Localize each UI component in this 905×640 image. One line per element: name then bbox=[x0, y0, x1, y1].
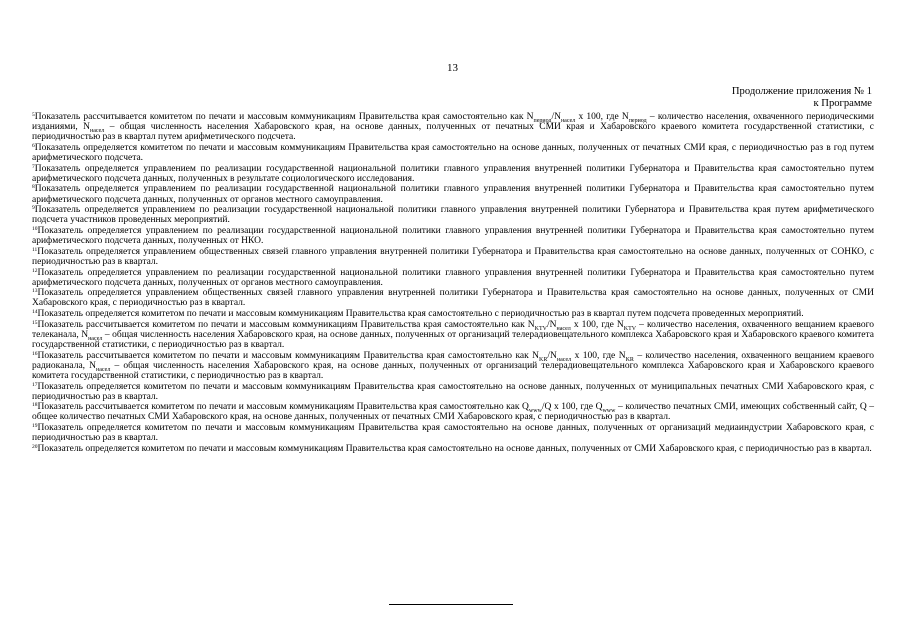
footnote-subscript: KR bbox=[539, 356, 548, 363]
footnote-text: – количество населения, охваченного периодическими изданиями, N bbox=[32, 112, 875, 133]
footnote-number: 20 bbox=[32, 443, 38, 450]
footnote-text: Показатель определяется управлением по реализации государственной национальной политики главного управления внутренней политики Губернатора и Правительства края путем арифметического подсчета участников проведенных мероприятий. bbox=[32, 205, 874, 226]
footnote-number: 18 bbox=[32, 402, 38, 409]
footnote bbox=[32, 143, 874, 163]
footnote-number: 13 bbox=[32, 288, 38, 295]
footnote-number: 14 bbox=[32, 309, 38, 316]
footnote-text: – общая численность населения Хабаровского края, на основе данных, полученных от печатных СМИ края и Хабаровского краевого комитета государственной статистики, с периодичностью раз в квартал путем арифметического подсчета. bbox=[32, 122, 874, 143]
footnote bbox=[32, 184, 874, 204]
footnote-text: /N bbox=[547, 350, 557, 361]
footnote-subscript: KTV bbox=[623, 325, 637, 332]
footnote bbox=[32, 288, 874, 308]
footnote-text: /Q x 100, где Q bbox=[541, 402, 603, 413]
footnote bbox=[32, 164, 874, 184]
footnote bbox=[32, 247, 874, 267]
footnote-text: Показатель рассчитывается комитетом по печати и массовым коммуникациям Правительства края самостоятельно как N bbox=[37, 319, 535, 330]
footnote-text: x 100, где N bbox=[575, 112, 629, 122]
footnote-number: 8 bbox=[32, 184, 35, 191]
footnotes-list bbox=[32, 112, 874, 455]
footnote-subscript: насел bbox=[90, 127, 105, 134]
footnote-number: 19 bbox=[32, 423, 38, 430]
footnote-number: 10 bbox=[32, 226, 38, 232]
footnote-text: Показатель определяется управлением общественных связей главного управления внутренней политики Губернатора и Правительства края самостоятельно на основе данных, полученных от СОНКО, с периодичностью раз в квартал. bbox=[32, 246, 874, 267]
footnote-subscript: насел bbox=[88, 335, 103, 342]
footnote-subscript: насел bbox=[96, 366, 111, 373]
footnote-text: x 100, где N bbox=[570, 319, 624, 330]
page-number: 13 bbox=[447, 62, 458, 74]
footnote bbox=[32, 382, 874, 402]
footnote-text: /N bbox=[551, 112, 561, 122]
appendix-program: к Программе bbox=[813, 98, 872, 110]
footnote bbox=[32, 444, 874, 454]
footnote-subscript: насел bbox=[556, 325, 571, 332]
footnote-subscript: насел bbox=[560, 117, 576, 124]
footnote-subscript: KTV bbox=[534, 325, 548, 332]
footnote bbox=[32, 423, 874, 443]
footnote-number: 12 bbox=[32, 267, 38, 274]
footnote-number: 6 bbox=[32, 142, 35, 149]
footnote-number: 11 bbox=[32, 246, 38, 253]
footnote-text: – количество населения, охваченного вещанием краевого телеканала, N bbox=[32, 319, 875, 340]
footnote bbox=[32, 402, 874, 422]
footnote-text: Показатель рассчитывается комитетом по печати и массовым коммуникациям Правительства края самостоятельно как N bbox=[37, 350, 540, 361]
footnote-text: Показатель определяется комитетом по печати и массовым коммуникациям Правительства края самостоятельно на основе данных, полученных от организаций медиаиндустрии Хабаровского края, с периодичностью раз в квартал. bbox=[32, 423, 874, 444]
footnote-text: Показатель определяется комитетом по печати и массовым коммуникациям Правительства края самостоятельно на основе данных, полученных от муниципальных печатных СМИ Хабаровского края, с периодичностью раз в квартал. bbox=[32, 381, 874, 402]
footnote-subscript: www bbox=[602, 408, 616, 415]
footnote-subscript: период bbox=[533, 117, 552, 124]
appendix-header bbox=[732, 86, 872, 111]
footnote-text: x 100, где N bbox=[571, 350, 626, 361]
footnote-text: Показатель определяется управлением по реализации государственной национальной политики главного управления внутренней политики Губернатора и Правительства края самостоятельно путем арифметического подсчета данных, полученных в результате социологического исследования. bbox=[32, 163, 874, 184]
footnote-number: 17 bbox=[32, 381, 38, 388]
footnote-number: 5 bbox=[32, 112, 35, 118]
footnote bbox=[32, 268, 874, 288]
footnote-subscript: KR bbox=[625, 356, 634, 363]
appendix-continuation: Продолжение приложения № 1 bbox=[731, 86, 872, 97]
footnote-text: Показатель определяется управлением по реализации государственной национальной политики главного управления внутренней политики Губернатора и Правительства края самостоятельно путем арифметического подсчета данных, полученных от НКО. bbox=[32, 226, 874, 247]
footnote bbox=[32, 112, 874, 142]
footnote-text: /N bbox=[547, 319, 557, 330]
footnote-number: 15 bbox=[32, 319, 38, 326]
footnote-text: Показатель определяется управлением по реализации государственной национальной политики главного управления внутренней политики Губернатора и Правительства края самостоятельно путем арифметического подсчета данных, полученных от органов местного самоуправления. bbox=[32, 184, 874, 205]
footnote-text: Показатель определяется комитетом по печати и массовым коммуникациям Правительства края самостоятельно на основе данных, полученных от СМИ Хабаровского края, с периодичностью раз в квартал. bbox=[37, 443, 872, 454]
footnote-number: 7 bbox=[32, 163, 35, 170]
footnote-separator-line bbox=[389, 604, 513, 605]
footnote-subscript: период bbox=[628, 117, 647, 124]
footnote-text: Показатель определяется комитетом по печати и массовым коммуникациям Правительства края самостоятельно на основе данных, полученных от печатных СМИ края, с периодичностью раз в год путем арифметического подсчета. bbox=[32, 142, 874, 163]
footnote-text: Показатель определяется управлением по реализации государственной национальной политики главного управления внутренней политики Губернатора и Правительства края самостоятельно путем арифметического подсчета данных, полученных от органов местного самоуправления. bbox=[32, 267, 874, 288]
footnote bbox=[32, 205, 874, 225]
footnote-number: 9 bbox=[32, 205, 35, 212]
footnote bbox=[32, 226, 874, 246]
footnote-text: Показатель рассчитывается комитетом по печати и массовым коммуникациям Правительства края самостоятельно как N bbox=[34, 112, 534, 122]
footnote bbox=[32, 320, 874, 350]
footnote bbox=[32, 309, 874, 319]
footnote-text: – общая численность населения Хабаровского края, на основе данных, полученных от организаций телерадиовещательного комплекса Хабаровского края и Хабаровского краевого комитета государственной статистики, с периодичностью раз в квартал. bbox=[32, 329, 875, 350]
footnote-text: – количество населения, охваченного вещанием краевого радиоканала, N bbox=[32, 350, 874, 371]
footnote-number: 16 bbox=[32, 350, 38, 357]
footnote-subscript: www bbox=[528, 408, 542, 415]
footnote-text: – общая численность населения Хабаровского края, на основе данных, полученных от организаций телерадиовещательного комплекса Хабаровского края и Хабаровского краевого комитета государственной статистики, с периодичностью раз в квартал. bbox=[32, 360, 875, 381]
footnote-text: – количество печатных СМИ, имеющих собственный сайт, Q – общее количество печатных СМИ Хабаровского края, на основе данных, полученных от печатных СМИ Хабаровского края, с периодичностью раз в квартал. bbox=[32, 402, 875, 423]
footnote-text: Показатель определяется комитетом по печати и массовым коммуникациям Правительства края самостоятельно с периодичностью раз в квартал путем подсчета проведенных мероприятий. bbox=[37, 309, 804, 320]
footnote bbox=[32, 351, 874, 381]
footnote-text: Показатель определяется управлением общественных связей главного управления внутренней политики Губернатора и Правительства края самостоятельно на основе данных, полученных от СМИ Хабаровского края, с периодичностью раз в квартал. bbox=[32, 288, 874, 309]
footnote-text: Показатель рассчитывается комитетом по печати и массовым коммуникациям Правительства края самостоятельно как Q bbox=[37, 402, 529, 413]
footnote-subscript: насел bbox=[556, 356, 572, 363]
